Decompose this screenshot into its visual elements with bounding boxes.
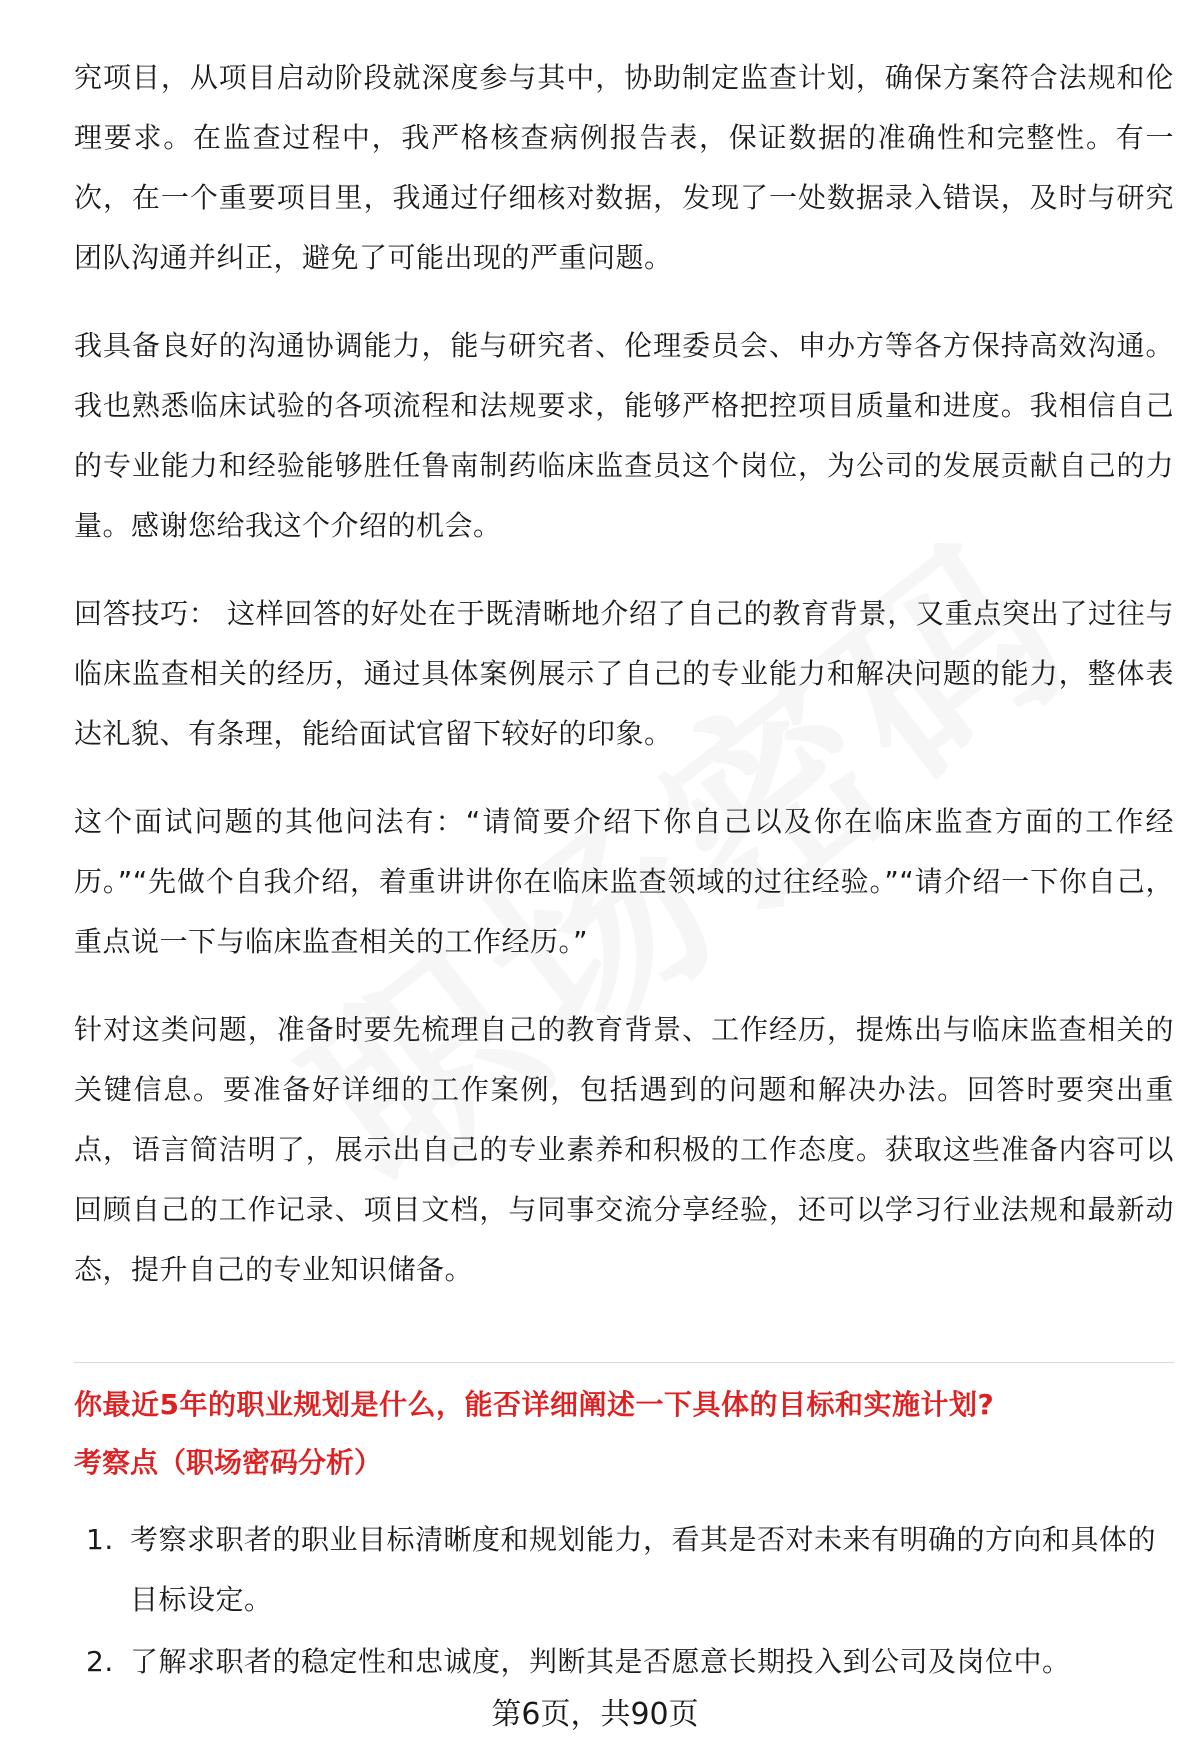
section-divider [74, 1362, 1174, 1363]
assessment-points-list [74, 1510, 1174, 1694]
list-item-text: 考察求职者的职业目标清晰度和规划能力，看其是否对未来有明确的方向和具体的目标设定。 [130, 1523, 1157, 1616]
list-item [74, 1632, 1174, 1692]
list-item-number: 1. [86, 1523, 114, 1556]
paragraph-preparation-advice: 针对这类问题，准备时要先梳理自己的教育背景、工作经历，提炼出与临床监查相关的关键信息。要准备好详细的工作案例，包括遇到的问题和解决办法。回答时要突出重点，语言简洁明了，展示出自己的专业素养和积极的工作态度。获取这些准备内容可以回顾自己的工作记录、项目文档，与同事交流分享经验，还可以学习行业法规和最新动态，提升自己的专业知识储备。 [74, 1013, 1174, 1286]
page-number-footer: 第6页，共90页 [491, 1697, 699, 1732]
list-item-text: 了解求职者的稳定性和忠诚度，判断其是否愿意长期投入到公司及岗位中。 [130, 1645, 1071, 1678]
paragraph-alternative-questions: 这个面试问题的其他问法有：“请简要介绍下你自己以及你在临床监查方面的工作经历。”“先做个自我介绍，着重讲讲你在临床监查领域的过往经验。”“请介绍一下你自己，重点说一下与临床监查相关的工作经历。” [74, 805, 1174, 958]
interview-question: 你最近5年的职业规划是什么，能否详细阐述一下具体的目标和实施计划? [74, 1388, 995, 1421]
paragraph-ability-summary: 我具备良好的沟通协调能力，能与研究者、伦理委员会、申办方等各方保持高效沟通。我也熟悉临床试验的各项流程和法规要求，能够严格把控项目质量和进度。我相信自己的专业能力和经验能够胜任鲁南制药临床监查员这个岗位，为公司的发展贡献自己的力量。感谢您给我这个介绍的机会。 [74, 329, 1174, 542]
list-item [74, 1510, 1174, 1630]
paragraph-answer-tips: 回答技巧： 这样回答的好处在于既清晰地介绍了自己的教育背景，又重点突出了过往与临床监查相关的经历，通过具体案例展示了自己的专业能力和解决问题的能力，整体表达礼貌、有条理，能给面试官留下较好的印象。 [74, 597, 1174, 750]
list-item-number: 2. [86, 1645, 114, 1678]
paragraph-continued-answer: 究项目，从项目启动阶段就深度参与其中，协助制定监查计划，确保方案符合法规和伦理要求。在监查过程中，我严格核查病例报告表，保证数据的准确性和完整性。有一次，在一个重要项目里，我通过仔细核对数据，发现了一处数据录入错误，及时与研究团队沟通并纠正，避免了可能出现的严重问题。 [74, 61, 1174, 274]
body-content [74, 48, 1174, 1328]
assessment-points-heading: 考察点（职场密码分析） [74, 1446, 383, 1479]
